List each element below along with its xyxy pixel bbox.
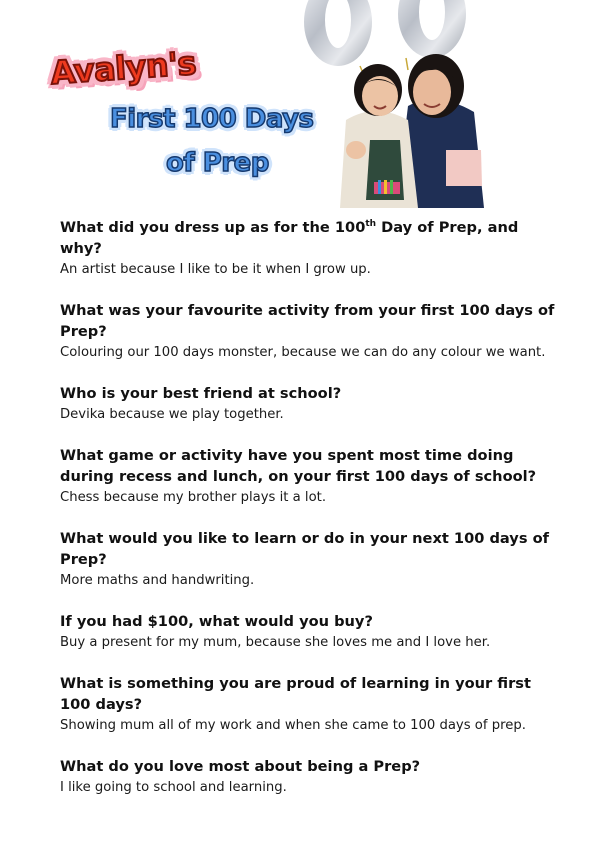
question: Who is your best friend at school? xyxy=(60,385,342,402)
question: What would you like to learn or do in your next 100 days of Prep? xyxy=(60,530,549,568)
qa-item xyxy=(60,217,560,280)
qa-item xyxy=(60,673,560,736)
photo-girl-and-woman-with-balloons xyxy=(296,0,496,208)
question: What was your favourite activity from your first 100 days of Prep? xyxy=(60,302,555,340)
qa-item xyxy=(60,528,560,591)
title-subtitle-line-1: First 100 Days xyxy=(110,104,314,134)
girl-figure-icon xyxy=(340,64,418,208)
balloon-zero-left-icon xyxy=(304,0,372,66)
question: What did you dress up as for the 100th Day of Prep, and why? xyxy=(60,219,519,257)
answer: Showing mum all of my work and when she came to 100 days of prep. xyxy=(60,718,526,733)
answer: I like going to school and learning. xyxy=(60,780,287,795)
page-header xyxy=(0,0,596,210)
qa-item xyxy=(60,300,560,363)
answer: Chess because my brother plays it a lot. xyxy=(60,490,327,505)
qa-item xyxy=(60,445,560,508)
qa-list xyxy=(60,217,560,818)
title-name: Avalyn's xyxy=(49,43,198,92)
question: If you had $100, what would you buy? xyxy=(60,613,373,630)
answer: Colouring our 100 days monster, because we can do any colour we want. xyxy=(60,345,546,360)
question: What is something you are proud of learning in your first 100 days? xyxy=(60,675,531,713)
title-subtitle-line-2: of Prep xyxy=(166,148,269,178)
qa-item xyxy=(60,611,560,653)
balloon-zero-right-icon xyxy=(398,0,466,58)
qa-item xyxy=(60,756,560,798)
qa-item xyxy=(60,383,560,425)
question: What game or activity have you spent most time doing during recess and lunch, on your first 100 days of school? xyxy=(60,447,537,485)
question: What do you love most about being a Prep? xyxy=(60,758,421,775)
answer: More maths and handwriting. xyxy=(60,573,255,588)
answer: Buy a present for my mum, because she loves me and I love her. xyxy=(60,635,491,650)
answer: An artist because I like to be it when I grow up. xyxy=(60,262,371,277)
answer: Devika because we play together. xyxy=(60,407,284,422)
